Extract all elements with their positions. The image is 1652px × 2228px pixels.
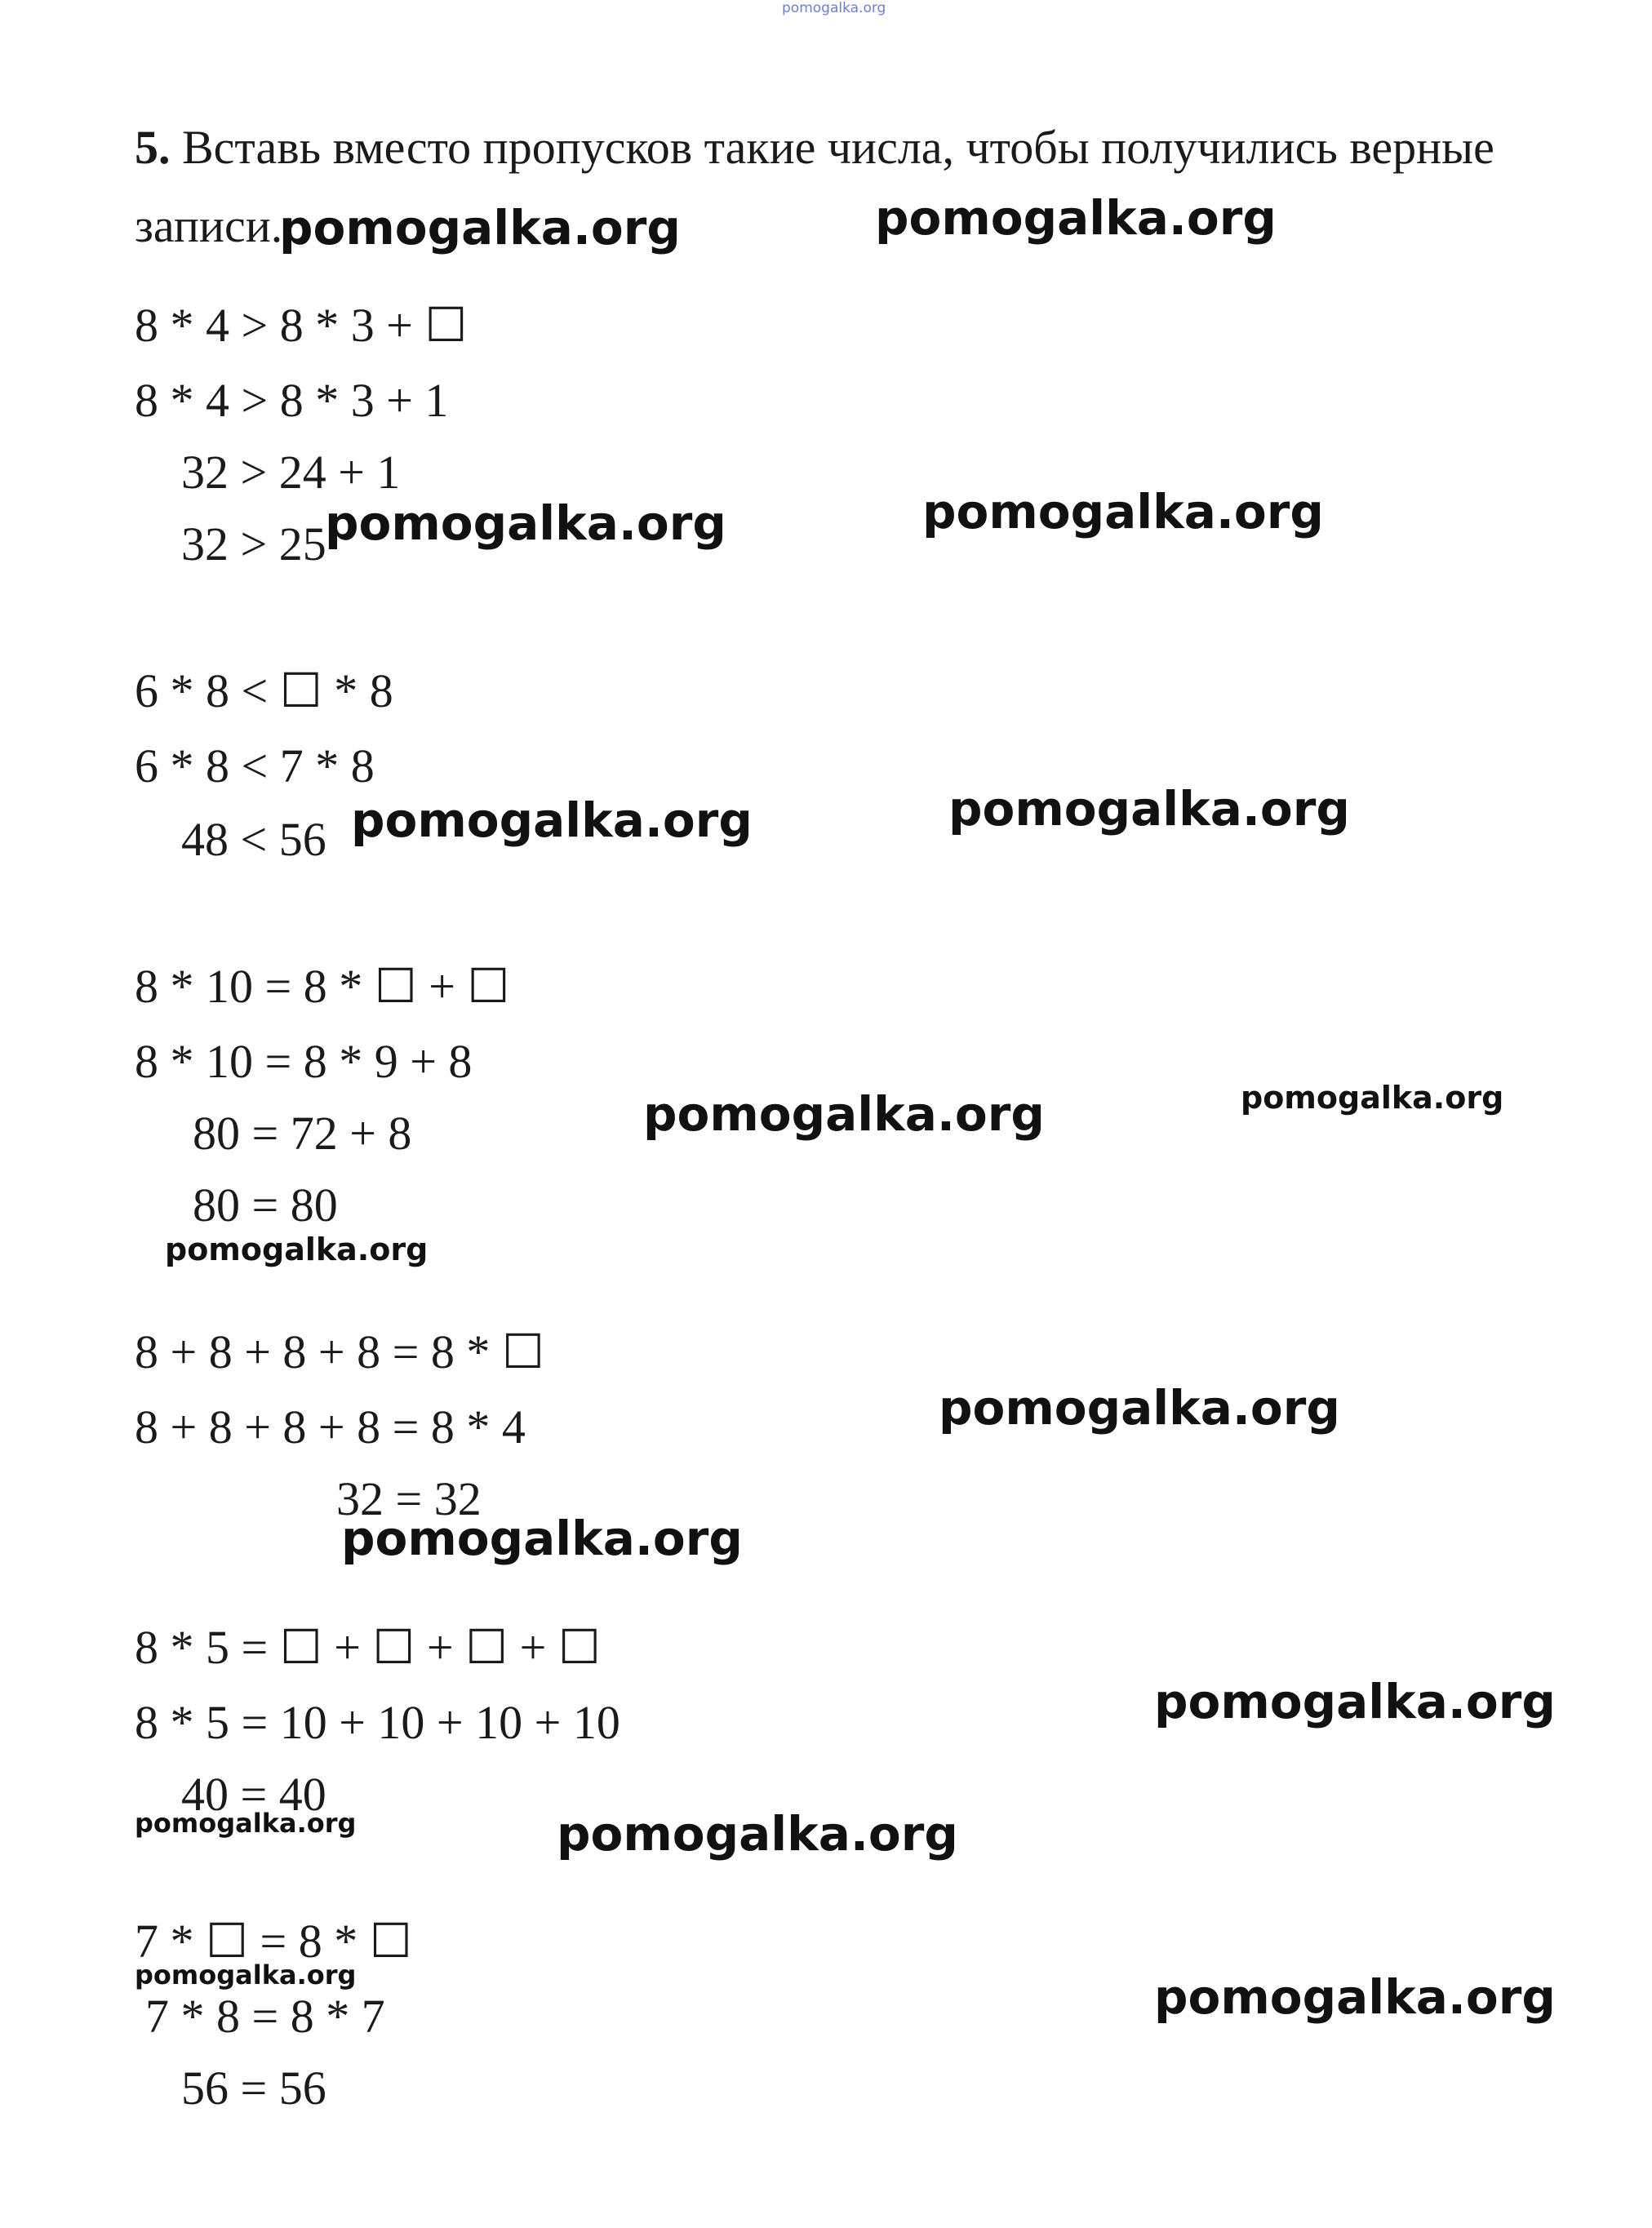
expression-line: 80 = 72 + 8 bbox=[193, 1107, 412, 1160]
expression-line: 8 + 8 + 8 + 8 = 8 * 4 bbox=[135, 1400, 526, 1454]
task-number: 5. bbox=[135, 121, 171, 174]
watermark: pomogalka.org bbox=[1154, 1674, 1556, 1729]
watermark: pomogalka.org bbox=[279, 200, 681, 255]
expression-line: 32 > 25 bbox=[181, 517, 326, 570]
watermark: pomogalka.org bbox=[135, 1808, 357, 1839]
expression-line: 6 * 8 < ☐ * 8 bbox=[135, 664, 393, 717]
watermark: pomogalka.org bbox=[135, 1959, 357, 1991]
task-text-line-2: записи. bbox=[135, 199, 283, 252]
expression-line: 8 * 5 = ☐ + ☐ + ☐ + ☐ bbox=[135, 1621, 601, 1674]
expression-line: 8 * 4 > 8 * 3 + 1 bbox=[135, 374, 449, 427]
expression-line: 7 * ☐ = 8 * ☐ bbox=[135, 1915, 412, 1968]
watermark: pomogalka.org bbox=[939, 1380, 1340, 1436]
task-text-line-1: Вставь вместо пропусков такие числа, чтобы получились верные bbox=[182, 121, 1494, 174]
watermark: pomogalka.org bbox=[1241, 1080, 1504, 1116]
expression-line: 80 = 80 bbox=[193, 1178, 338, 1232]
expression-line: 8 * 10 = 8 * ☐ + ☐ bbox=[135, 960, 510, 1013]
top-watermark: pomogalka.org bbox=[782, 0, 886, 16]
expression-line: 56 = 56 bbox=[181, 2062, 326, 2115]
task-line-1 bbox=[135, 121, 1494, 174]
expression-line: 8 * 4 > 8 * 3 + ☐ bbox=[135, 299, 468, 352]
expression-line: 6 * 8 < 7 * 8 bbox=[135, 739, 375, 792]
expression-line: 32 = 32 bbox=[336, 1472, 482, 1525]
watermark: pomogalka.org bbox=[165, 1232, 429, 1267]
expression-line: 7 * 8 = 8 * 7 bbox=[145, 1990, 385, 2043]
watermark: pomogalka.org bbox=[325, 495, 726, 551]
watermark: pomogalka.org bbox=[875, 190, 1277, 246]
watermark: pomogalka.org bbox=[341, 1511, 743, 1566]
watermark: pomogalka.org bbox=[1154, 1969, 1556, 2025]
watermark: pomogalka.org bbox=[557, 1806, 958, 1862]
expression-line: 8 + 8 + 8 + 8 = 8 * ☐ bbox=[135, 1325, 544, 1378]
watermark: pomogalka.org bbox=[922, 484, 1324, 539]
expression-line: 8 * 10 = 8 * 9 + 8 bbox=[135, 1035, 473, 1088]
expression-line: 32 > 24 + 1 bbox=[181, 446, 401, 499]
watermark: pomogalka.org bbox=[351, 792, 753, 848]
watermark: pomogalka.org bbox=[643, 1086, 1045, 1142]
expression-line: 8 * 5 = 10 + 10 + 10 + 10 bbox=[135, 1696, 620, 1749]
watermark: pomogalka.org bbox=[948, 781, 1350, 837]
expression-line: 48 < 56 bbox=[181, 813, 326, 866]
expression-line: 40 = 40 bbox=[181, 1768, 326, 1821]
